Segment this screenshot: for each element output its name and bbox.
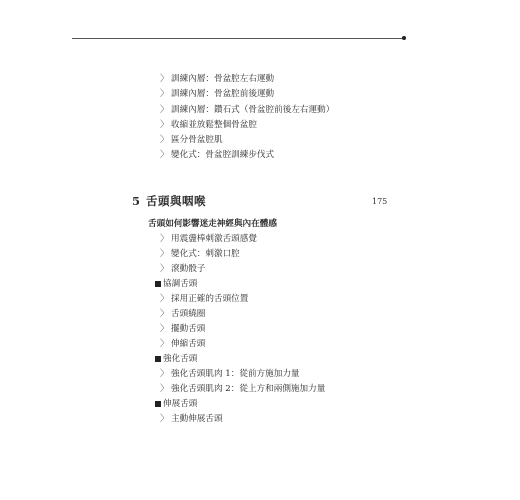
toc-item[interactable]: 伸縮舌頭	[171, 339, 206, 349]
chevron-right-icon: 〉	[160, 249, 170, 259]
toc-item[interactable]: 變化式：刺激口腔	[171, 249, 240, 259]
chevron-right-icon: 〉	[160, 120, 170, 130]
chevron-right-icon: 〉	[160, 369, 170, 379]
header-rule-dot	[402, 36, 406, 40]
chevron-right-icon: 〉	[160, 89, 170, 99]
group-title[interactable]: 強化舌頭	[163, 354, 198, 364]
toc-item[interactable]: 區分骨盆腔肌	[171, 135, 223, 145]
chevron-right-icon: 〉	[160, 264, 170, 274]
chevron-right-icon: 〉	[160, 74, 170, 84]
chevron-right-icon: 〉	[160, 150, 170, 160]
toc-item[interactable]: 舌頭繞圈	[171, 309, 206, 319]
chevron-right-icon: 〉	[160, 309, 170, 319]
chapter-title[interactable]: 舌頭與咽喉	[146, 194, 206, 208]
toc-item[interactable]: 用震盪棒刺激舌頭感覺	[171, 234, 257, 244]
chapter-page-number: 175	[372, 197, 388, 206]
toc-item[interactable]: 強化舌頭肌肉 2：從上方和兩側施加力量	[171, 384, 326, 394]
chevron-right-icon: 〉	[160, 135, 170, 145]
header-rule	[72, 38, 404, 39]
chevron-right-icon: 〉	[160, 324, 170, 334]
square-icon	[155, 281, 161, 287]
square-icon	[155, 401, 161, 407]
toc-item[interactable]: 強化舌頭肌肉 1：從前方施加力量	[171, 369, 300, 379]
chevron-right-icon: 〉	[160, 414, 170, 424]
toc-item[interactable]: 擺動舌頭	[171, 324, 206, 334]
chevron-right-icon: 〉	[160, 105, 170, 115]
square-icon	[155, 356, 161, 362]
toc-item[interactable]: 採用正確的舌頭位置	[171, 294, 249, 304]
chevron-right-icon: 〉	[160, 234, 170, 244]
group-title[interactable]: 伸展舌頭	[163, 399, 198, 409]
chevron-right-icon: 〉	[160, 294, 170, 304]
toc-item[interactable]: 收縮並放鬆整個骨盆腔	[171, 120, 257, 130]
chapter-number: 5	[132, 194, 141, 208]
toc-item[interactable]: 訓練內層：骨盆腔左右運動	[171, 74, 275, 84]
group-title[interactable]: 協調舌頭	[163, 279, 198, 289]
toc-item[interactable]: 滾動骰子	[171, 264, 206, 274]
chevron-right-icon: 〉	[160, 384, 170, 394]
toc-item[interactable]: 主動伸展舌頭	[171, 414, 223, 424]
toc-item[interactable]: 訓練內層：鑽石式（骨盆腔前後左右運動）	[171, 105, 335, 115]
chevron-right-icon: 〉	[160, 339, 170, 349]
section-title[interactable]: 舌頭如何影響迷走神經與內在體感	[148, 219, 277, 229]
toc-item[interactable]: 訓練內層：骨盆腔前後運動	[171, 89, 275, 99]
toc-item[interactable]: 變化式：骨盆腔訓練步伐式	[171, 150, 275, 160]
